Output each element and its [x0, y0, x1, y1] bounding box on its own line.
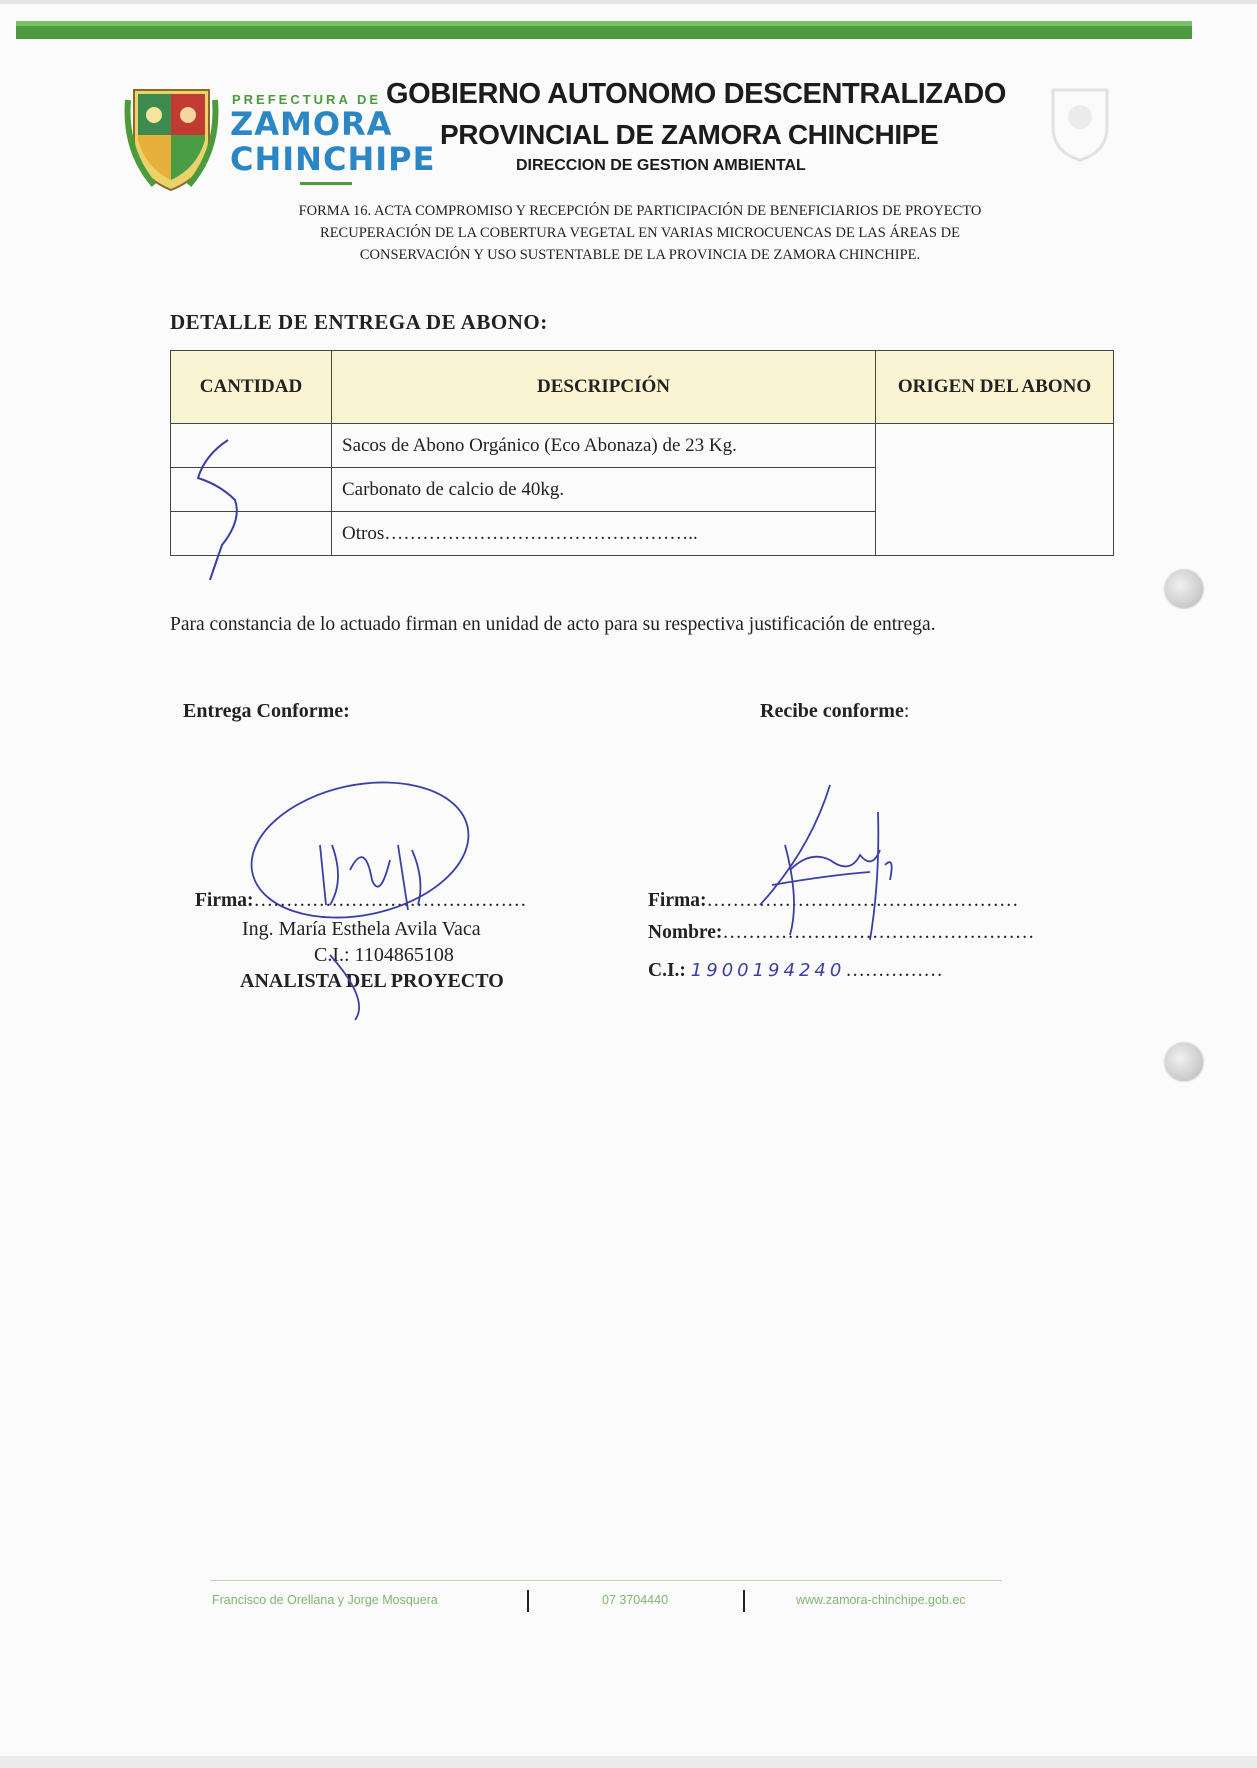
- entrega-conforme-label: Entrega Conforme:: [183, 700, 350, 722]
- recibe-nombre-line: [648, 922, 1034, 944]
- recibe-nombre-label: Nombre:: [648, 922, 723, 943]
- recibe-nombre-dots: …………………………………………: [722, 922, 1035, 943]
- footer-phone: 07 3704440: [602, 1593, 669, 1607]
- forma-line3: CONSERVACIÓN Y USO SUSTENTABLE DE LA PROVINCIA DE ZAMORA CHINCHIPE.: [359, 247, 921, 263]
- abono-table: [170, 350, 1114, 556]
- recibe-label-text: Recibe conforme: [760, 700, 904, 722]
- footer-separator: [743, 1590, 745, 1612]
- footer-address: Francisco de Orellana y Jorge Mosquera: [212, 1593, 438, 1607]
- entrega-firma-label: Firma:: [195, 890, 254, 911]
- logo-prefectura-de: PREFECTURA DE: [232, 92, 382, 107]
- faint-emblem-watermark: [1045, 82, 1115, 162]
- constancia-text: Para constancia de lo actuado firman en unidad de acto para su respectiva justificación de entrega.: [170, 614, 936, 635]
- footer-divider: [210, 1580, 1002, 1581]
- header-title-line1: GOBIERNO AUTONOMO DESCENTRALIZADO: [386, 78, 1006, 110]
- header-descripcion: DESCRIPCIÓN: [332, 351, 876, 424]
- descripcion-cell: Carbonato de calcio de 40kg.: [332, 468, 876, 512]
- cantidad-cell: [171, 512, 332, 556]
- punch-hole: [1165, 1043, 1203, 1081]
- recibe-ci-dots: ……………: [845, 960, 943, 981]
- cantidad-cell: [171, 468, 332, 512]
- zamora-chinchipe-shield-logo: [124, 80, 219, 195]
- recibe-signature: [760, 785, 892, 940]
- header-title-line2: PROVINCIAL DE ZAMORA CHINCHIPE: [440, 119, 939, 150]
- origen-cell: [876, 424, 1114, 556]
- header-origen: ORIGEN DEL ABONO: [876, 351, 1114, 424]
- footer-separator: [527, 1590, 529, 1612]
- recibe-firma-label: Firma:: [648, 890, 707, 911]
- footer-website: www.zamora-chinchipe.gob.ec: [796, 1593, 966, 1607]
- header-cantidad: CANTIDAD: [171, 351, 332, 424]
- page-bottom-edge: [0, 1756, 1257, 1768]
- logo-underline: [300, 182, 352, 185]
- recibe-conforme-label: [760, 700, 909, 723]
- forma-line1: FORMA 16. ACTA COMPROMISO Y RECEPCIÓN DE PARTICIPACIÓN DE BENEFICIARIOS DE PROYECTO: [298, 203, 982, 219]
- punch-hole: [1165, 570, 1203, 608]
- entrega-firma-line: [195, 890, 526, 912]
- forma-title: [170, 200, 1110, 266]
- logo-zamora-text: ZAMORA: [230, 105, 393, 143]
- recibe-firma-dots: …………………………………………: [706, 890, 1019, 911]
- entrega-role: ANALISTA DEL PROYECTO: [240, 970, 504, 992]
- table-header-row: [171, 351, 1114, 424]
- logo-chinchipe-text: CHINCHIPE: [230, 140, 436, 178]
- page-top-edge: [0, 0, 1257, 4]
- entrega-ci: C.I.: 1104865108: [314, 944, 454, 966]
- header-green-band: [16, 21, 1192, 39]
- descripcion-cell: Sacos de Abono Orgánico (Eco Abonaza) de 23 Kg.: [332, 424, 876, 468]
- forma-line2: RECUPERACIÓN DE LA COBERTURA VEGETAL EN VARIAS MICROCUENCAS DE LAS ÁREAS DE: [320, 225, 960, 241]
- descripcion-cell: Otros…………………………………………..: [332, 512, 876, 556]
- recibe-ci-value: 1900194240: [690, 960, 846, 981]
- section-title: DETALLE DE ENTREGA DE ABONO:: [170, 310, 548, 334]
- cantidad-cell: [171, 424, 332, 468]
- recibe-label-colon: :: [903, 700, 910, 722]
- entrega-name: Ing. María Esthela Avila Vaca: [242, 918, 481, 940]
- header-title-line3: DIRECCION DE GESTION AMBIENTAL: [516, 157, 806, 174]
- entrega-firma-dots: ……………………………………: [253, 890, 527, 911]
- table-row: [171, 424, 1114, 468]
- recibe-ci-line: [648, 960, 943, 982]
- recibe-firma-line: [648, 890, 1018, 912]
- recibe-ci-label: C.I.:: [648, 960, 686, 981]
